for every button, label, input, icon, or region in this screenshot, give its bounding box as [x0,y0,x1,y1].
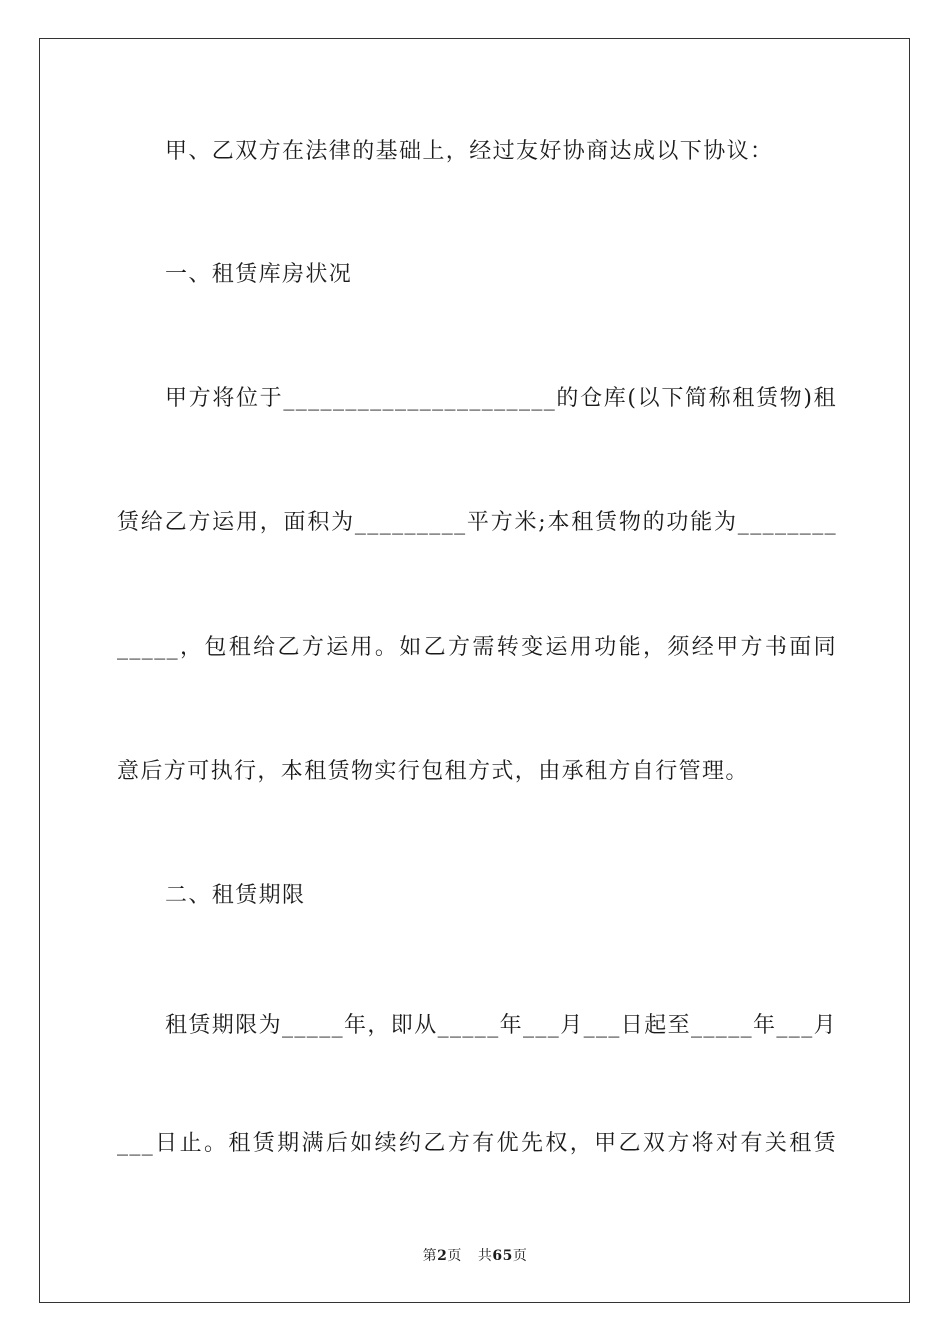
paragraph-line: 租赁期限为_____年，即从_____年___月___日起至_____年___月 [165,1013,838,1038]
page-frame [39,38,910,1303]
paragraph-line: 甲方将位于______________________的仓库(以下简称租赁物)租 [165,386,837,411]
page-footer [0,1247,950,1265]
footer-total-pages: 65 [492,1248,513,1264]
paragraph-line: 赁给乙方运用，面积为_________平方米;本租赁物的功能为________ [117,510,837,535]
paragraph-intro: 甲、乙双方在法律的基础上，经过友好协商达成以下协议： [165,139,774,164]
paragraph-line: ___日止。租赁期满后如续约乙方有优先权，甲乙双方将对有关租赁 [117,1131,837,1156]
footer-total-prefix: 共 [477,1248,493,1264]
footer-page-number: 2 [437,1248,448,1264]
paragraph-line: 意后方可执行，本租赁物实行包租方式，由承租方自行管理。 [117,759,749,784]
section-heading-1: 一、租赁库房状况 [165,262,353,287]
footer-page-prefix: 第 [422,1248,438,1264]
section-heading-2: 二、租赁期限 [165,883,306,908]
paragraph-line: _____，包租给乙方运用。如乙方需转变运用功能，须经甲方书面同 [117,635,837,660]
footer-total-suffix: 页 [512,1248,528,1264]
footer-page-suffix: 页 [447,1248,462,1264]
